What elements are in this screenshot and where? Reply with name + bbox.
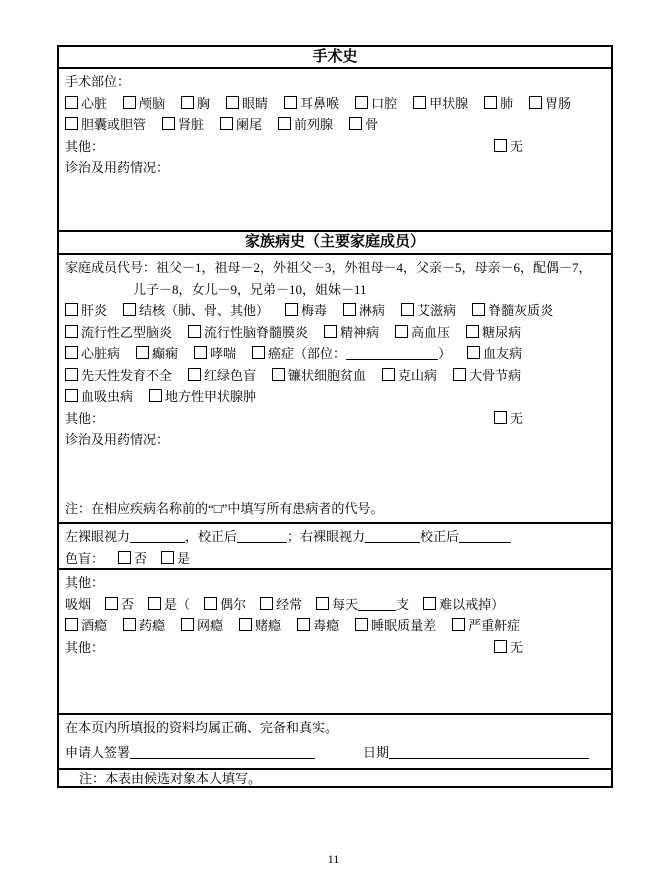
checkbox-icon <box>355 618 368 631</box>
checkbox-item[interactable] <box>349 114 378 136</box>
checkbox-label: 赌瘾 <box>255 618 282 633</box>
checkbox-icon <box>204 597 217 610</box>
checkbox-label: 阑尾 <box>236 117 263 132</box>
checkbox-icon <box>65 117 78 130</box>
checkbox-item[interactable] <box>123 300 269 322</box>
checkbox-label: 否 <box>121 596 135 612</box>
checkbox-item[interactable] <box>401 300 456 322</box>
checkbox-icon <box>188 368 201 381</box>
checkbox-icon <box>343 303 356 316</box>
page-number: 11 <box>327 852 340 866</box>
checkbox-item[interactable] <box>355 93 397 115</box>
other-label: 其他： <box>65 575 105 590</box>
fill-in-line[interactable] <box>389 756 589 759</box>
checkbox-icon <box>382 368 395 381</box>
other-label: 其他： <box>65 138 105 154</box>
checkbox-item[interactable] <box>65 114 146 136</box>
surgery-other-row <box>65 136 605 158</box>
checkbox-icon <box>472 303 485 316</box>
checkbox-item[interactable] <box>65 386 133 408</box>
fill-in-line[interactable] <box>459 540 511 543</box>
checkbox-item[interactable] <box>181 93 210 115</box>
checkbox-icon <box>278 117 291 130</box>
other-label: 其他： <box>65 639 105 655</box>
checkbox-item[interactable] <box>343 300 385 322</box>
checkbox-icon <box>423 597 436 610</box>
text: ） <box>438 346 452 361</box>
checkbox-label: 红绿色盲 <box>204 367 257 383</box>
checkbox-icon <box>413 96 426 109</box>
none-checkbox[interactable] <box>494 136 523 158</box>
text: 申请人签署 <box>65 744 131 760</box>
checkbox-item[interactable] <box>65 300 107 322</box>
checkbox-item[interactable] <box>467 343 522 365</box>
checkbox-item[interactable] <box>278 114 333 136</box>
checkbox-icon <box>181 96 194 109</box>
checkbox-item[interactable] <box>453 365 521 387</box>
checkbox-item[interactable] <box>188 322 308 344</box>
checkbox-icon <box>284 96 297 109</box>
checkbox-label: 睡眠质量差 <box>371 618 437 633</box>
checkbox-item[interactable] <box>355 615 436 637</box>
checkbox-item[interactable] <box>65 365 172 387</box>
checkbox-label: 淋病 <box>359 303 386 318</box>
family-history-header <box>59 232 611 255</box>
habits-section <box>59 570 611 715</box>
surgery-treatment-line <box>65 157 605 179</box>
checkbox-item[interactable] <box>260 597 302 612</box>
declaration-statement: 在本页内所填报的资料均属正确、完备和真实。 <box>65 720 339 735</box>
checkbox-label: 克山病 <box>398 367 438 383</box>
checkbox-icon <box>123 303 136 316</box>
disease-row-1 <box>65 300 605 322</box>
checkbox-label: 耳鼻喉 <box>300 95 340 111</box>
fill-in-line[interactable] <box>358 608 396 611</box>
checkbox-label: 药瘾 <box>139 618 166 633</box>
family-codes-line-2: 儿子－8，女儿－9，兄弟－10，姐妹－11 <box>133 281 367 297</box>
checkbox-icon <box>324 325 337 338</box>
smoking-line <box>65 594 605 616</box>
checkbox-label: 流行性乙型脑炎 <box>81 324 173 340</box>
checkbox-label: 肝炎 <box>81 303 108 318</box>
checkbox-item[interactable] <box>272 365 366 387</box>
surgery-site-label: 手术部位： <box>65 74 131 89</box>
fill-in-line[interactable] <box>130 756 315 759</box>
checkbox-icon <box>453 368 466 381</box>
disease-row-4 <box>65 365 605 387</box>
checkbox-item[interactable] <box>529 93 571 115</box>
checkbox-label: 心脏病 <box>81 346 121 361</box>
checkbox-label: 难以戒掉 <box>439 596 492 612</box>
checkbox-item[interactable] <box>395 322 450 344</box>
text: ；右裸眼视力 <box>287 529 366 544</box>
checkbox-label: 无 <box>509 138 523 154</box>
checkbox-icon <box>149 389 162 402</box>
text: ） <box>491 596 505 612</box>
section-title: 手术史 <box>312 49 358 65</box>
treatment-label: 诊治及用药情况： <box>65 432 170 447</box>
checkbox-label: 网瘾 <box>197 618 224 633</box>
checkbox-item[interactable] <box>188 365 256 387</box>
checkbox-item[interactable] <box>220 114 262 136</box>
checkbox-item[interactable] <box>123 93 165 115</box>
checkbox-label: 精神病 <box>340 324 380 340</box>
habits-other-row <box>65 637 605 659</box>
checkbox-label: 血吸虫病 <box>81 389 134 404</box>
checkbox-item[interactable] <box>65 343 120 365</box>
checkbox-icon <box>466 325 479 338</box>
checkbox-icon <box>181 618 194 631</box>
checkbox-icon <box>136 346 149 359</box>
checkbox-icon <box>65 303 78 316</box>
addictions-row <box>65 615 605 637</box>
checkbox-item[interactable] <box>118 551 147 566</box>
family-note: 注：在相应疾病名称前的“□”中填写所有患病者的代号。 <box>65 500 384 516</box>
checkbox-label: 胸 <box>197 95 211 111</box>
text: 色盲： <box>65 550 105 566</box>
fill-in-line[interactable] <box>365 540 420 543</box>
checkbox-item[interactable] <box>136 343 178 365</box>
text: ，校正后 <box>185 529 238 544</box>
other-label: 其他： <box>65 410 105 426</box>
checkbox-label: 梅毒 <box>301 303 328 318</box>
checkbox-icon <box>285 303 298 316</box>
checkbox-icon <box>316 597 329 610</box>
family-treatment-line <box>65 429 605 451</box>
checkbox-item[interactable] <box>123 615 165 637</box>
checkbox-icon <box>401 303 414 316</box>
text: 日期 <box>363 744 390 760</box>
family-codes-line-1: 家庭成员代号：祖父－1，祖母－2，外祖父－3，外祖母－4，父亲－5，母亲－6，配偶－7， <box>65 260 592 275</box>
text: 左裸眼视力 <box>65 529 131 544</box>
text: 支 <box>396 596 410 612</box>
checkbox-icon <box>494 640 507 653</box>
checkbox-item[interactable] <box>324 322 379 344</box>
checkbox-icon <box>65 325 78 338</box>
checkbox-label: 糖尿病 <box>482 324 522 340</box>
surgery-history-section <box>59 69 611 232</box>
checkbox-label: 骨 <box>365 117 379 132</box>
checkbox-item[interactable] <box>226 93 268 115</box>
checkbox-icon <box>467 346 480 359</box>
checkbox-icon <box>239 618 252 631</box>
checkbox-item[interactable] <box>484 93 513 115</box>
checkbox-label: 口腔 <box>371 95 398 111</box>
checkbox-icon <box>220 117 233 130</box>
checkbox-icon <box>355 96 368 109</box>
checkbox-item[interactable] <box>65 615 107 637</box>
checkbox-item[interactable] <box>65 322 172 344</box>
checkbox-icon <box>162 117 175 130</box>
checkbox-icon <box>349 117 362 130</box>
checkbox-item[interactable] <box>316 597 409 612</box>
checkbox-label: 酒瘾 <box>81 618 108 633</box>
checkbox-icon <box>260 597 273 610</box>
checkbox-icon <box>105 597 118 610</box>
checkbox-item[interactable] <box>466 322 521 344</box>
checkbox-item[interactable] <box>382 365 437 387</box>
checkbox-label: 血友病 <box>483 346 523 361</box>
checkbox-item[interactable] <box>162 114 204 136</box>
checkbox-label: 否 <box>134 550 148 566</box>
checkbox-icon <box>148 597 161 610</box>
checkbox-item[interactable] <box>239 615 281 637</box>
checkbox-item[interactable] <box>181 615 223 637</box>
habits-other-label-line <box>65 572 605 594</box>
checkbox-icon <box>188 325 201 338</box>
checkbox-label: 是 <box>177 550 191 566</box>
checkbox-label: 镰状细胞贫血 <box>288 367 367 383</box>
checkbox-item[interactable] <box>472 300 553 322</box>
checkbox-label: 肾脏 <box>178 117 205 132</box>
checkbox-icon <box>252 346 265 359</box>
checkbox-icon <box>65 346 78 359</box>
fill-in-line[interactable] <box>346 357 438 360</box>
checkbox-label: 地方性甲状腺肿 <box>165 389 257 404</box>
checkbox-label: 胆囊或胆管 <box>81 117 147 132</box>
checkbox-label: 每天 <box>332 596 359 612</box>
checkbox-item[interactable] <box>252 343 451 365</box>
checkbox-item[interactable] <box>105 597 134 612</box>
checkbox-icon <box>395 325 408 338</box>
checkbox-icon <box>494 411 507 424</box>
vision-section <box>59 524 611 570</box>
checkbox-label: 结核（肺、骨、其他） <box>139 303 270 318</box>
surgery-site-label-line <box>65 71 605 93</box>
checkbox-icon <box>529 96 542 109</box>
checkbox-item[interactable] <box>194 343 236 365</box>
surgery-history-header <box>59 47 611 69</box>
checkbox-icon <box>123 96 136 109</box>
checkbox-label: 眼睛 <box>242 95 269 111</box>
checkbox-label: 癫痫 <box>152 346 179 361</box>
checkbox-icon <box>272 368 285 381</box>
colorblind-line <box>65 548 605 570</box>
none-checkbox[interactable] <box>494 637 523 659</box>
family-other-row <box>65 408 605 430</box>
checkbox-icon <box>118 551 131 564</box>
checkbox-label: 肺 <box>500 95 514 111</box>
checkbox-label: 胃肠 <box>545 95 572 111</box>
checkbox-item[interactable] <box>149 386 256 408</box>
checkbox-icon <box>194 346 207 359</box>
checkbox-item[interactable] <box>148 597 190 612</box>
checkbox-label: 艾滋病 <box>417 303 457 318</box>
checkbox-label: 严重鼾症 <box>468 618 521 633</box>
disease-row-3 <box>65 343 605 365</box>
checkbox-item[interactable] <box>452 615 520 637</box>
checkbox-label: 毒瘾 <box>313 618 340 633</box>
checkbox-icon <box>65 96 78 109</box>
checkbox-item[interactable] <box>284 93 339 115</box>
section-title: 家族病史（主要家庭成员） <box>244 234 425 250</box>
checkbox-label: 经常 <box>276 596 303 612</box>
checkbox-label: 流行性脑脊髓膜炎 <box>204 324 309 340</box>
checkbox-icon <box>484 96 497 109</box>
none-checkbox[interactable] <box>494 408 523 430</box>
checkbox-item[interactable] <box>413 93 468 115</box>
fill-in-line[interactable] <box>237 540 287 543</box>
vision-acuity-line <box>65 526 605 548</box>
checkbox-label: 心脏 <box>81 95 108 111</box>
checkbox-label: 无 <box>509 410 523 426</box>
declaration-section <box>59 715 611 770</box>
checkbox-icon <box>297 618 310 631</box>
checkbox-item[interactable] <box>65 93 107 115</box>
checkbox-icon <box>65 368 78 381</box>
checkbox-label: 颅脑 <box>139 95 166 111</box>
text: 校正后 <box>420 529 460 544</box>
checkbox-item[interactable] <box>161 551 190 566</box>
checkbox-label: 脊髓灰质炎 <box>488 303 554 318</box>
checkbox-label: 是 <box>164 596 178 612</box>
checkbox-icon <box>65 389 78 402</box>
fill-in-line[interactable] <box>130 540 185 543</box>
treatment-label: 诊治及用药情况： <box>65 160 170 175</box>
checkbox-label: 癌症（部位： <box>268 346 347 361</box>
checkbox-icon <box>452 618 465 631</box>
checkbox-label: 哮喘 <box>210 346 237 361</box>
checkbox-icon <box>494 139 507 152</box>
checkbox-label: 先天性发育不全 <box>81 367 173 383</box>
text: 吸烟 <box>65 596 92 612</box>
checkbox-label: 前列腺 <box>294 117 334 132</box>
signature-line <box>65 742 605 769</box>
checkbox-label: 甲状腺 <box>429 95 469 111</box>
checkbox-label: 无 <box>509 639 523 655</box>
text: （ <box>177 596 191 612</box>
form-footnote: 注：本表由候选对象本人填写。 <box>79 771 262 786</box>
disease-row-2 <box>65 322 605 344</box>
checkbox-icon <box>161 551 174 564</box>
checkbox-item[interactable] <box>423 597 504 612</box>
family-history-section <box>59 255 611 524</box>
checkbox-label: 偶尔 <box>220 596 247 612</box>
checkbox-icon <box>123 618 136 631</box>
surgery-sites-row-1 <box>65 93 605 115</box>
disease-row-5 <box>65 386 605 408</box>
checkbox-label: 高血压 <box>411 324 451 340</box>
checkbox-item[interactable] <box>297 615 339 637</box>
surgery-sites-row-2 <box>65 114 605 136</box>
checkbox-label: 大骨节病 <box>469 367 522 383</box>
checkbox-icon <box>226 96 239 109</box>
checkbox-item[interactable] <box>204 597 246 612</box>
checkbox-item[interactable] <box>285 300 327 322</box>
medical-history-form <box>57 45 613 788</box>
checkbox-icon <box>65 618 78 631</box>
